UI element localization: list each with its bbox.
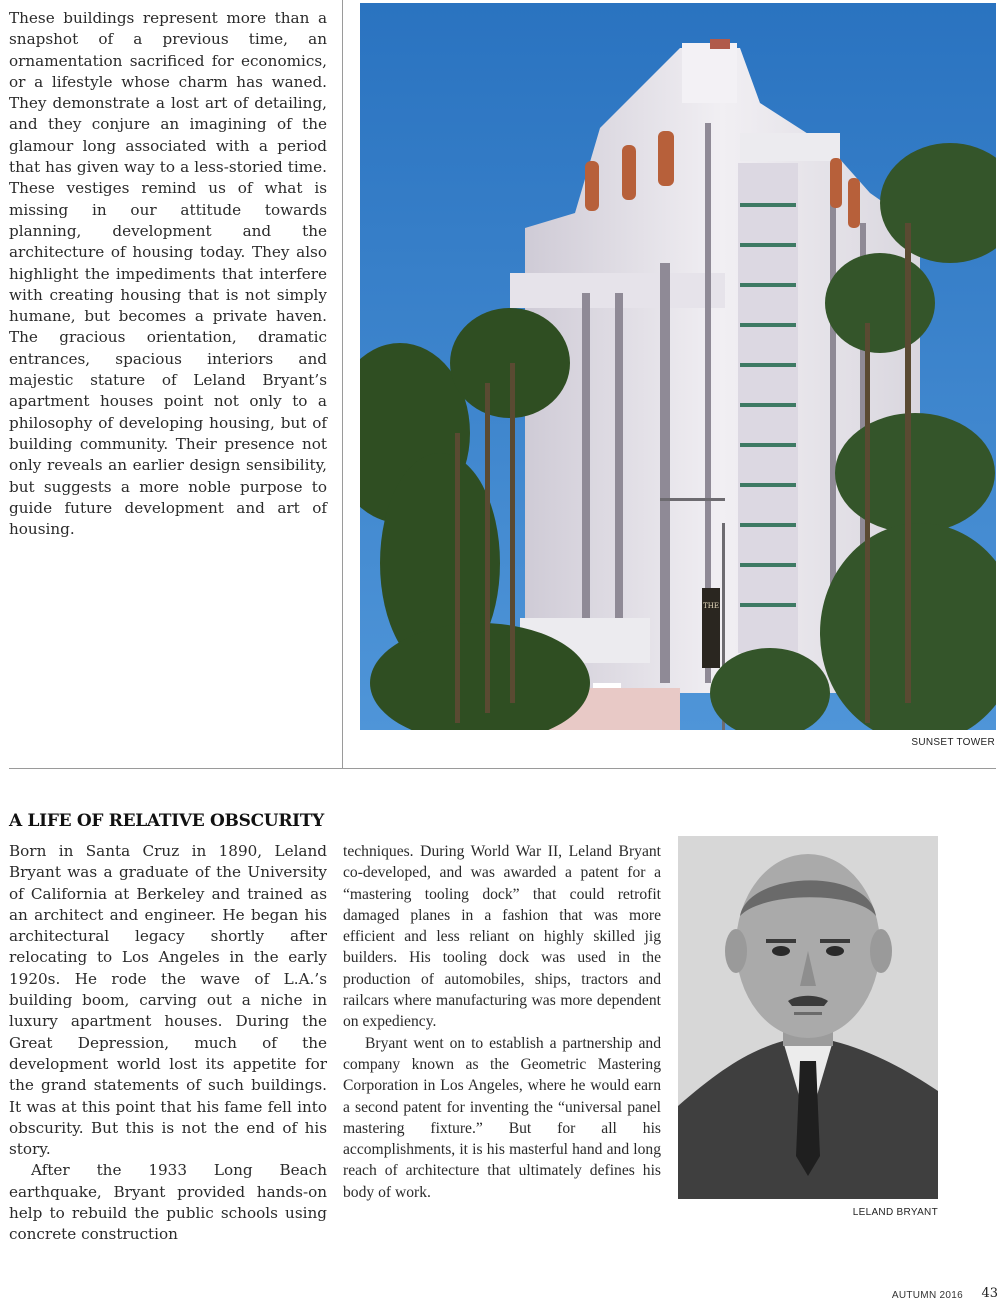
sunset-tower-photo — [360, 3, 996, 730]
portrait-caption: LELAND BRYANT — [852, 1207, 938, 1218]
section-divider — [9, 768, 996, 769]
body-paragraph: Born in Santa Cruz in 1890, Leland Bryant was a graduate of the University of California at Berkeley and trained as an architect and engineer. He began his architectural legacy shortly after relocating to Los Angeles in the early 1920s. He rode the wave of L.A.’s building boom, carving out a niche in luxury apartment houses. During the Great Depression, much of the development world lost its appetite for the grand statements of such buildings. It was at this point that his fame fell into obscurity. But this is not the end of his story. — [9, 842, 327, 1159]
body-paragraph: Bryant went on to establish a partnership and company known as the Geometric Mastering Corporation in Los Angeles, where he would earn a second patent for inventing the “universal panel mastering fixture.” But for all his accomplishments, it is his masterful hand and long reach of architecture that ultimately defines his body of work. — [343, 1034, 661, 1201]
body-paragraph: After the 1933 Long Beach earthquake, Bryant provided hands-on help to rebuild the public schools using concrete construction — [9, 1161, 327, 1244]
page-number: 43 — [981, 1286, 998, 1301]
body-paragraph: techniques. During World War II, Leland Bryant co-developed, and was awarded a patent for a “mastering tooling dock” that could retrofit damaged planes in a fashion that was more efficient and less reliant on highly skilled jig builders. His tooling dock was used in the production of automobiles, ships, tractors and railcars where manufacturing was more dependent on expediency. — [343, 843, 661, 1031]
tower-sign-text: THE — [703, 602, 719, 610]
intro-paragraph: These buildings represent more than a snapshot of a previous time, an ornamentation sacrificed for economics, or a lifestyle whose charm has waned. They demonstrate a lost art of detailing, and they conjure an imagining of the glamour long associated with a period that has given way to a less-storied time. These vestiges remind us of what is missing in our attitude towards planning, development and the architecture of housing today. They also highlight the impediments that interfere with creating housing that is not simply humane, but becomes a private haven. The gracious orientation, dramatic entrances, spacious interiors and majestic stature of Leland Bryant’s apartment houses point not only to a philosophy of developing housing, but of building community. Their presence not only reveals an earlier design sensibility, but suggests a more noble purpose to guide future development and art of housing. — [9, 9, 327, 539]
sunset-tower-caption: SUNSET TOWER — [911, 737, 995, 748]
issue-label: AUTUMN 2016 — [891, 1290, 963, 1301]
leland-bryant-portrait — [678, 836, 938, 1199]
column-divider — [342, 0, 343, 768]
section-heading: A LIFE OF RELATIVE OBSCURITY — [9, 811, 324, 831]
body-column-middle — [343, 841, 661, 1203]
body-column-left — [9, 841, 327, 1246]
